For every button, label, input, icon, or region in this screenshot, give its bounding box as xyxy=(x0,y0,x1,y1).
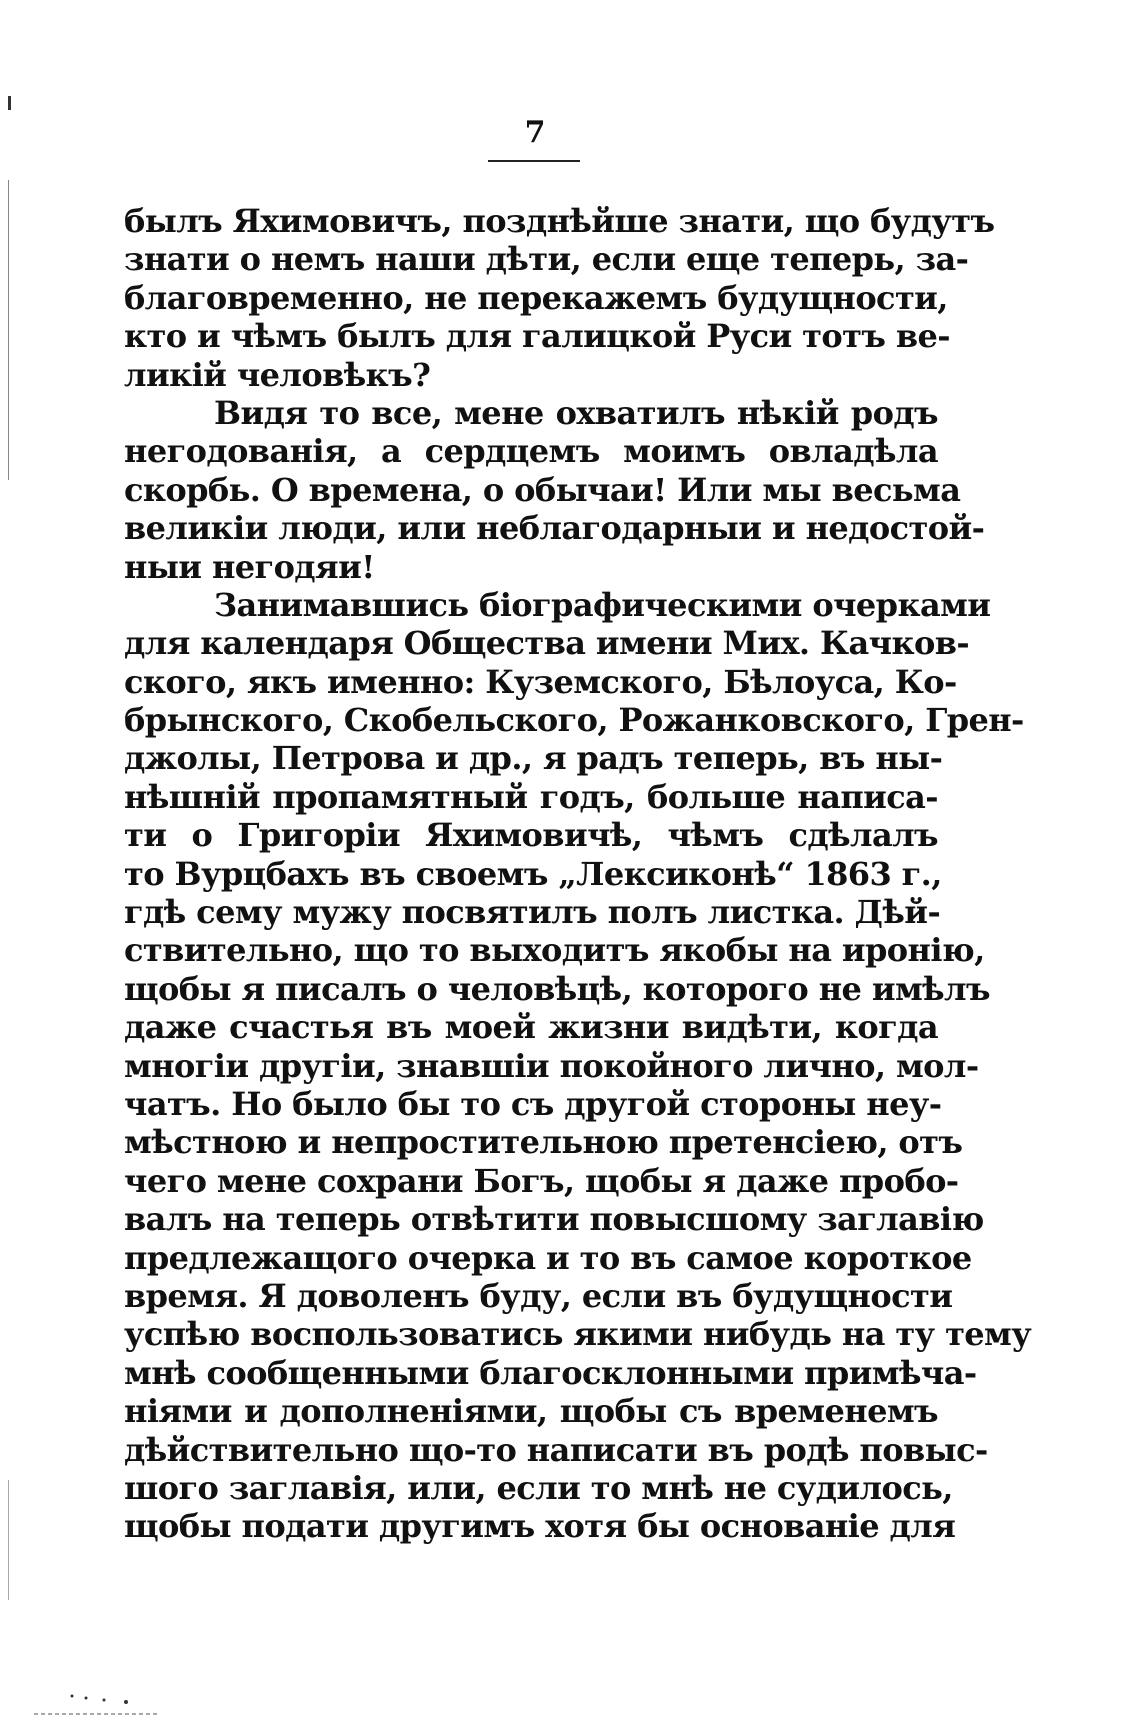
text-line: то Вурцбахъ въ своемъ „Лексиконѣ“ 1863 г., xyxy=(124,854,942,893)
text-line: для календаря Общества имени Мих. Качков- xyxy=(124,624,970,663)
page-number: 7 xyxy=(524,115,546,150)
scan-edge-line-lower xyxy=(8,1480,9,1600)
text-line: ныи негодяи! xyxy=(124,547,375,586)
text-line: негодованія, а сердцемъ моимъ овладѣла xyxy=(124,432,938,471)
text-line: брынского, Скобельского, Рожанковского, Грен- xyxy=(124,701,1024,740)
text-line: ликій человѣкъ? xyxy=(124,355,431,394)
text-line: многіи другіи, знавшіи покойного лично, мол- xyxy=(124,1046,979,1085)
text-line: джолы, Петрова и др., я радъ теперь, въ ны- xyxy=(124,739,943,778)
text-line: чатъ. Но было бы то съ другой стороны неу- xyxy=(124,1084,942,1123)
text-line: щобы подати другимъ хотя бы основаніе для xyxy=(124,1507,956,1546)
text-line: благовременно, не перекажемъ будущности, xyxy=(124,278,948,317)
text-line: валъ на теперь отвѣтити повысшому заглавію xyxy=(124,1200,984,1239)
text-line: былъ Яхимовичъ, позднѣйше знати, що будутъ xyxy=(124,202,995,240)
text-line: успѣю воспользоватись якими нибудь на ту тему xyxy=(124,1315,1032,1354)
text-line: ского, якъ именно: Куземского, Бѣлоуса, Ко- xyxy=(124,662,957,701)
text-line: ствительно, що то выходитъ якобы на иронію, xyxy=(124,931,985,970)
text-line: шого заглавія, или, если то мнѣ не судилось, xyxy=(124,1468,953,1507)
text-line: время. Я доволенъ буду, если въ будущности xyxy=(124,1276,953,1315)
text-line: Занимавшись біографическими очерками xyxy=(214,585,991,624)
text-line: дѣйствительно що-то написати въ родѣ повыс- xyxy=(124,1430,988,1469)
text-line: щобы я писалъ о человѣцѣ, которого не имѣлъ xyxy=(124,969,990,1008)
text-line: нѣшній пропамятный годъ, больше написа- xyxy=(124,777,938,816)
text-line: ти о Григоріи Яхимовичѣ, чѣмъ сдѣлалъ xyxy=(124,816,938,855)
text-line: великіи люди, или неблагодарныи и недостой- xyxy=(124,509,985,548)
text-line: ніями и дополненіями, щобы съ временемъ xyxy=(124,1392,938,1431)
text-line: кто и чѣмъ былъ для галицкой Руси тотъ ве- xyxy=(124,317,950,356)
text-line: даже счастья въ моей жизни видѣти, когда xyxy=(124,1008,938,1047)
text-line: мнѣ сообщенными благосклонными примѣча- xyxy=(124,1353,977,1392)
text-line: Видя то все, мене охватилъ нѣкій родъ xyxy=(214,393,938,432)
page-number-rule xyxy=(488,160,580,162)
text-line: скорбь. О времена, о обычаи! Или мы весьма xyxy=(124,470,961,509)
text-line: мѣстною и непростительною претенсіею, отъ xyxy=(124,1123,963,1162)
text-line: гдѣ сему мужу посвятилъ полъ листка. Дѣй- xyxy=(124,893,941,932)
scan-artifact-svg xyxy=(34,1690,164,1720)
text-line: знати о немъ наши дѣти, если еще теперь, за- xyxy=(124,240,969,279)
scan-edge-mark xyxy=(8,96,11,110)
scan-artifact-dots xyxy=(34,1690,164,1720)
body-text xyxy=(124,202,1032,1546)
scan-edge-line xyxy=(8,180,9,480)
text-line: чего мене сохрани Богъ, щобы я даже пробо- xyxy=(124,1161,959,1200)
text-line: предлежащого очерка и то въ самое короткое xyxy=(124,1238,972,1277)
